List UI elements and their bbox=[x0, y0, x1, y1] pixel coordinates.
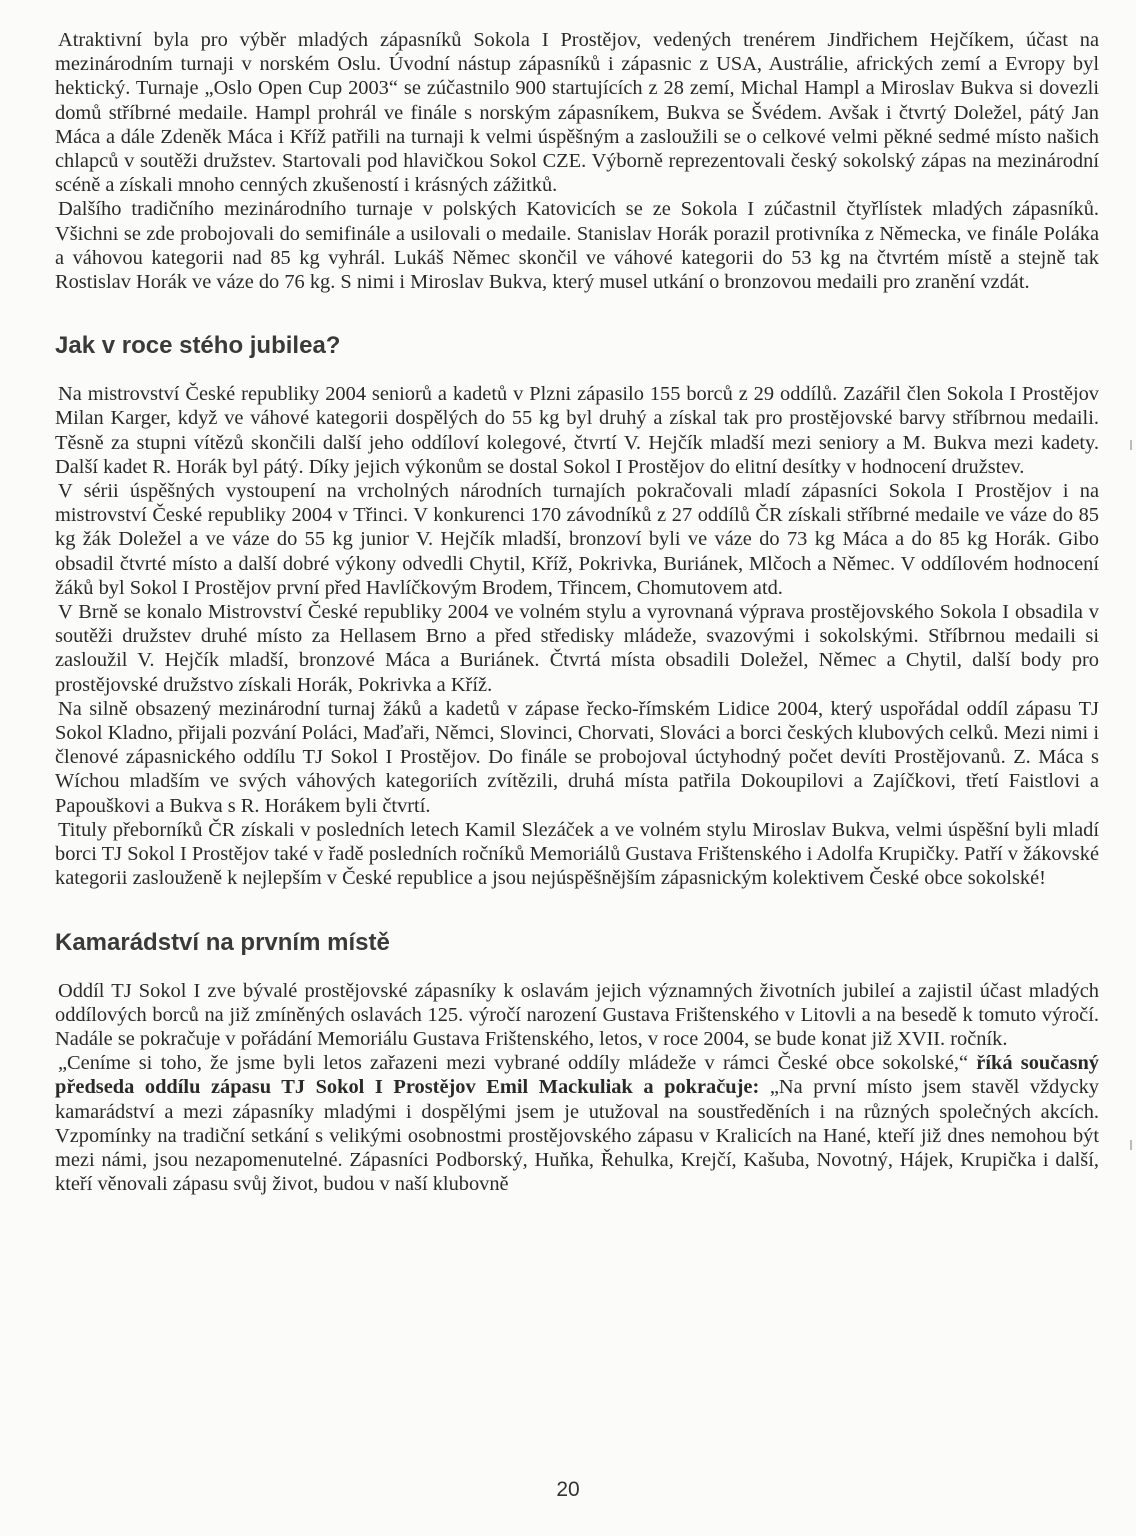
section-heading: Kamarádství na prvním místě bbox=[55, 928, 390, 956]
quote-start: „Ceníme si toho, že jsme byli letos zařazeni mezi vybrané oddíly mládeže v rámci České obce sokolské,“ bbox=[58, 1052, 977, 1075]
page-number: 20 bbox=[556, 1478, 580, 1501]
quote-rest: „Na první místo jsem stavěl vždycky kamarádství a mezi zápasníky mladými i dospělými jsem je utužoval na soustředěních i na různých společných akcích. Vzpomínky na tradiční setkání s velikými osobnostmi prostějovského zápasu v Kralicích na Hané, kteří již dnes nemohou být mezi námi, jsou nezapomenutelné. Zápasníci Podborský, Huňka, Řehulka, Krejčí, Kašuba, Novotný, Hájek, Krupička i další, kteří věnovali zápasu svůj život, budou v naší klubovně bbox=[55, 1076, 1099, 1196]
paragraph: V sérii úspěšných vystoupení na vrcholných národních turnajích pokračovali mladí zápasníci Sokola I Prostějov i na mistrovství České republiky 2004 v Třinci. V konkurenci 170 závodníků z 27 oddílů ČR získali stříbrné medaile ve váze do 85 kg žák Doležel a ve váze do 55 kg junior V. Hejčík mladší, bronzoví byli ve váze do 73 kg Máca a do 85 kg Horák. Gibo obsadil čtvrté místo a další dobré výkony odvedli Chytil, Kříž, Pokrivka, Buriánek, Mlčoch a Němec. V oddílovém hodnocení žáků byl Sokol I Prostějov první před Havlíčkovým Brodem, Třincem, Chomutovem atd. bbox=[55, 480, 1099, 599]
paragraph: Dalšího tradičního mezinárodního turnaje v polských Katovicích se ze Sokola I zúčastnil čtyřlístek mladých zápasníků. Všichni se zde probojovali do semifinále a usilovali o medaile. Stanislav Horák porazil protivníka z Německa, ve finále Poláka a váhovou kategorii nad 85 kg vyhrál. Lukáš Němec skončil ve váhové kategorii do 53 kg na čtvrtém místě a stejně tak Rostislav Horák ve váze do 76 kg. S nimi i Miroslav Bukva, který musel utkání o bronzovou medaili pro zranění vzdát. bbox=[55, 198, 1099, 294]
paragraph: Na mistrovství České republiky 2004 seniorů a kadetů v Plzni zápasilo 155 borců z 29 oddílů. Zazářil člen Sokola I Prostějov Milan Karger, když ve váhové kategorii dospělých do 55 kg byl druhý a získal tak pro prostějovské barvy stříbrnou medaili. Těsně za stupni vítězů skončili další jeho oddíloví kolegové, čtvrtí V. Hejčík mladší mezi seniory a M. Bukva mezi kadety. Další kadet R. Horák byl pátý. Díky jejich výkonům se dostal Sokol I Prostějov do elitní desítky v hodnocení družstev. bbox=[55, 383, 1099, 478]
paragraph: V Brně se konalo Mistrovství České republiky 2004 ve volném stylu a vyrovnaná výprava prostějovského Sokola I obsadila v soutěži družstev druhé místo za Hellasem Brno a před středisky mládeže, svazovými i sokolskými. Stříbrnou medaili si zasloužil V. Hejčík mladší, bronzové Máca a Buriánek. Čtvrtá místa obsadili Doležel, Němec a Chytil, další body pro prostějovské družstvo získali Horák, Pokrivka a Kříž. bbox=[55, 601, 1099, 696]
paragraph: Na silně obsazený mezinárodní turnaj žáků a kadetů v zápase řecko-římském Lidice 2004, který uspořádal oddíl zápasu TJ Sokol Kladno, přijali pozvání Poláci, Maďaři, Němci, Slovinci, Chorvati, Slováci a borci českých klubových celků. Mezi nimi i členové zápasnického oddílu TJ Sokol I Prostějov. Do finále se probojoval úctyhodný počet devíti Prostějovanů. Z. Máca s Wíchou mladším ve svých váhových kategoriích zvítězili, druhá místa patřila Dokoupilovi a Zajíčkovi, třetí Faistlovi a Papouškovi a Bukva s R. Horákem byli čtvrtí. bbox=[55, 697, 1099, 817]
paragraph: Atraktivní byla pro výběr mladých zápasníků Sokola I Prostějov, vedených trenérem Jindřichem Hejčíkem, účast na mezinárodním turnaji v norském Oslu. Úvodní nástup zápasníků i zápasnic z USA, Austrálie, afrických zemí a Evropy byl hektický. Turnaje „Oslo Open Cup 2003“ se zúčastnilo 900 startujících z 28 zemí, Michal Hampl a Miroslav Bukva si dovezli domů stříbrné medaile. Hampl prohrál ve finále s norským zápasníkem, Bukva se Švédem. Avšak i čtvrtý Doležel, pátý Jan Máca a dále Zdeněk Máca i Kříž patřili na turnaji k velmi úspěšným a zasloužili se o celkové velmi pěkné sedmé místo našich chlapců v soutěži družstev. Startovali pod hlavičkou Sokol CZE. Výborně reprezentovali český sokolský zápas na mezinárodní scéně a získali mnoho cenných zkušeností i krásných zážitků. bbox=[55, 29, 1099, 197]
paragraph: Tituly přeborníků ČR získali v posledních letech Kamil Slezáček a ve volném stylu Miroslav Bukva, velmi úspěšní byli mladí borci TJ Sokol I Prostějov také v řadě posledních ročníků Memoriálů Gustava Frištenského i Adolfa Krupičky. Patří v žákovské kategorii zaslouženě k nejlepším v České republice a jsou nejúspěšnějším zápasnickým kolektivem České obce sokolské! bbox=[55, 818, 1099, 890]
page-content bbox=[55, 28, 1099, 1196]
paragraph: Oddíl TJ Sokol I zve bývalé prostějovské zápasníky k oslavám jejich významných životních jubileí a zajistil účast mladých oddílových borců na již zmíněných oslavách 125. výročí narození Gustava Frištenského v Litovli a na besedě k tomuto výročí. Nadále se pokračuje v pořádání Memoriálu Gustava Frištenského, letos, v roce 2004, se bude konat již XVII. ročník. bbox=[55, 979, 1099, 1050]
section-heading: Jak v roce stého jubilea? bbox=[55, 332, 341, 360]
scan-edge-mark bbox=[1130, 1140, 1132, 1150]
quote-attribution: říká současný předseda oddílu zápasu TJ Sokol I Prostějov Emil Mackuliak a pokračuje: bbox=[55, 1052, 1099, 1099]
scan-edge-mark bbox=[1130, 440, 1132, 450]
paragraph-quote bbox=[55, 1051, 1099, 1196]
